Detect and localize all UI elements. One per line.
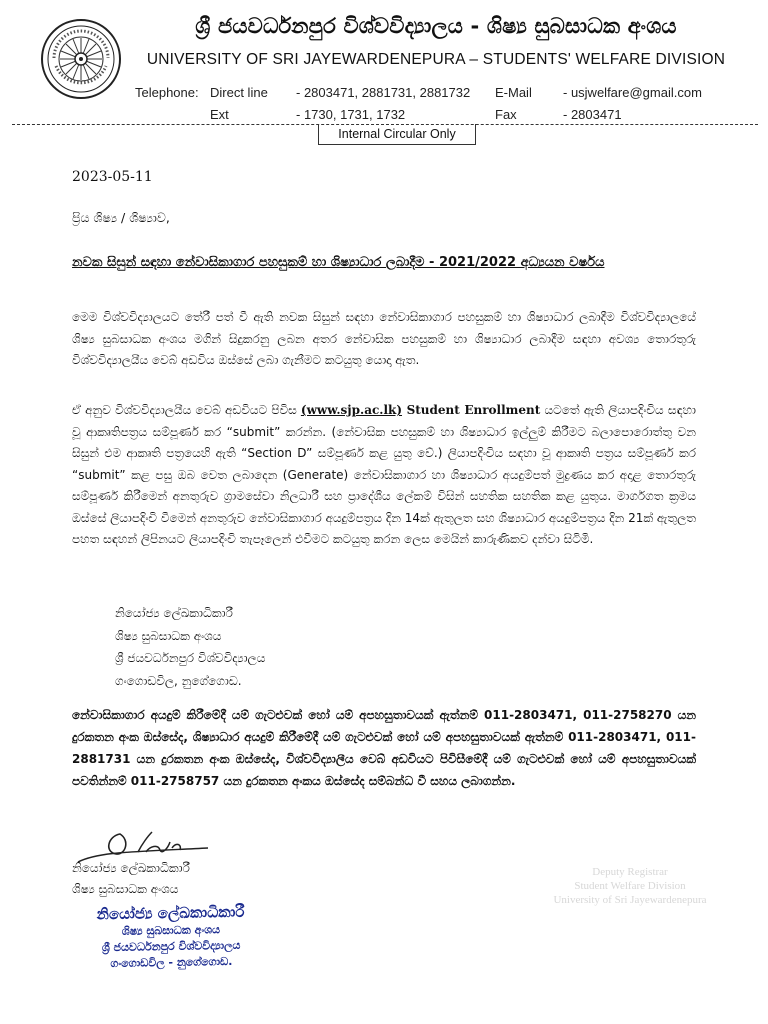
paragraph-2 [72,400,696,551]
signatory-division: ශිෂ්‍ය සුබසාධක අංශය [72,882,179,896]
ext-value: - 1730, 1731, 1732 [296,107,406,122]
university-name-sinhala: ශ්‍රී ජයවර්ධනපුර විශ්වවිද්‍යාලය - ශිෂ්‍ය සුබසාධක අංශය [195,14,677,38]
direct-line-value: - 2803471, 2881731, 2881732 [296,85,471,100]
postal-address [115,602,265,692]
direct-line-label: Direct line [210,85,268,100]
paragraph-3-contacts: නේවාසිකාගාර අයදුම් කිරීමේදී යම් ගැටළුවක් හෝ යම් අපහසුතාවයක් ඇත්නම් 011-2803471, 011-2758270 යන දුරකතන අංක ඔස්සේද, ශිෂ්‍යාධාර අයදුම් කිරීමේදී යම් ගැටළුවක් හෝ යම් අපහසුතාවයක් ඇත්නම් 011-2803471, 011-2881731 යන දුරකතන අංක ඔස්සේද, විශ්වවිද්‍යාලීය වෙබ් අඩවියට පිවිසීමේදී යම් ගැටළුවක් හෝ යම් අපහසුතාවයක් පවතින්නම් 011-2758757 යන දුරකතන අංකය ඔස්සේද සම්බන්ධ වී සහය ලබාගන්න. [72,708,696,788]
website-link[interactable]: (www.sjp.ac.lk) [300,403,403,417]
address-line: නියෝජ්‍ය ලේඛකාධිකාරී [115,606,233,620]
fax-label: Fax [495,107,517,122]
internal-circular-label: Internal Circular Only [318,124,476,145]
stamp-line: නියෝජ්‍ය ලේඛකාධිකාරී [96,902,245,924]
stamp-line: ශිෂ්‍ය සුබසාධක අංශය [121,923,221,938]
letterhead [0,0,768,150]
fax-value: - 2803471 [563,107,622,122]
telephone-label: Telephone: [135,85,199,100]
signatory-title: නියෝජ්‍ය ලේඛකාධිකාරී [72,861,190,875]
letter-date: 2023-05-11 [72,169,153,185]
show-through-text [540,865,720,907]
student-enrollment-label: Student Enrollment [402,403,541,417]
stamp-line: ශ්‍රී ජයවර්ධනපුර විශ්වවිද්‍යාලය [101,938,241,955]
address-line: ශිෂ්‍ය සුබසාධක අංශය [115,628,222,643]
university-seal-icon [40,18,122,100]
show-through-line: Student Welfare Division [574,880,686,892]
paragraph-2-body: යටතේ ඇති ලියාපදිංචිය සඳහා වූ ආකෘතිපත්‍රය සම්පූර්ණ කර “submit” කරන්න. (නේවාසික පහසුකම් හා ශිෂ්‍යාධාර ඉල්ලුම් කිරීමට බලාපොරොත්තු වන සිසුන් එම ආකෘති පත්‍රයෙහි ඇති “Section D” සම්පූර්ණ කළ යුතු වේ.) ලියාපදිංචිය සඳහා වූ ආකෘති පත්‍රය සම්පූර්ණ කර “submit” කළ පසු ඔබ වෙත ලබාදෙන (Generate) නේවාසිකාගාර හා ශිෂ්‍යාධාර අයදුම්පත් මුද්‍රණය කර අදාළ තොරතුරු සම්පූර්ණ කිරීමෙන් අනතුරුව ග්‍රාමසේවා නිලධාරී සහ ප්‍රාදේශීය ලේකම් විසින් සහතික සහතික කළ යුතුය. මාර්ගගත ක්‍රමය ඔස්සේ ලියාපදිංචි වීමෙන් අනතුරුව නේවාසිකාගාර අයදුම්පත්‍රය දින 14ක් ඇතුලත සහ ශිෂ්‍යාධාර අයදුම්පත්‍රය දින 21ක් ඇතුලත පහත සඳහන් ලිපිනයට ලියාපදිංචි තැපෑලෙන් එවීමට කටයුතු කරන ලෙස මෙයින් කාරුණිකව දන්වා සිටිමි. [72,403,696,546]
address-line: ගංගොඩවිල, නුගේගොඩ. [115,673,242,688]
email-value[interactable]: - usjwelfare@gmail.com [563,85,702,100]
paragraph-2-intro: ඒ අනුව විශ්වවිද්‍යාලයීය වෙබ් අඩවියට පිවිස [72,403,301,417]
official-stamp [75,901,266,972]
letter-heading: නවක සිසුන් සඳහා නේවාසිකාගාර පහසුකම් හා ශිෂ්‍යාධාර ලබාදීම - 2021/2022 අධ්‍යයන වර්ෂය [72,255,605,270]
email-label: E-Mail [495,85,532,100]
signatory-block [72,858,190,900]
show-through-line: University of Sri Jayewardenepura [553,894,707,906]
stamp-line: ගංගොඩවිල - නුගේගොඩ. [110,954,233,971]
address-line: ශ්‍රී ජයවර්ධනපුර විශ්වවිද්‍යාලය [115,651,266,665]
university-name-english: UNIVERSITY OF SRI JAYEWARDENEPURA – STUDENTS' WELFARE DIVISION [146,51,726,68]
ext-label: Ext [210,107,229,122]
paragraph-1: මෙම විශ්වවිද්‍යාලයට තේරී පත් වී ඇති නවක සිසුන් සඳහා නේවාසිකාගාර පහසුකම් හා ශිෂ්‍යාධාර ලබාදීම විශ්වවිද්‍යාලයේ ශිෂ්‍ය සුබසාධක අංශය මගින් සිදුකරනු ලබන අතර නේවාසික පහසුකම් හා ශිෂ්‍යාධාර ලබාදීම සඳහා අවශ්‍ය තොරතුරු විශ්වවිද්‍යාලයීය වෙබ් අඩවිය ඔස්සේ ලබා ගැනීමට කටයුතු යොදා ඇත. [72,310,697,367]
salutation: ප්‍රිය ශිෂ්‍ය / ශිෂ්‍යාව, [72,210,170,225]
show-through-line: Deputy Registrar [592,866,668,878]
